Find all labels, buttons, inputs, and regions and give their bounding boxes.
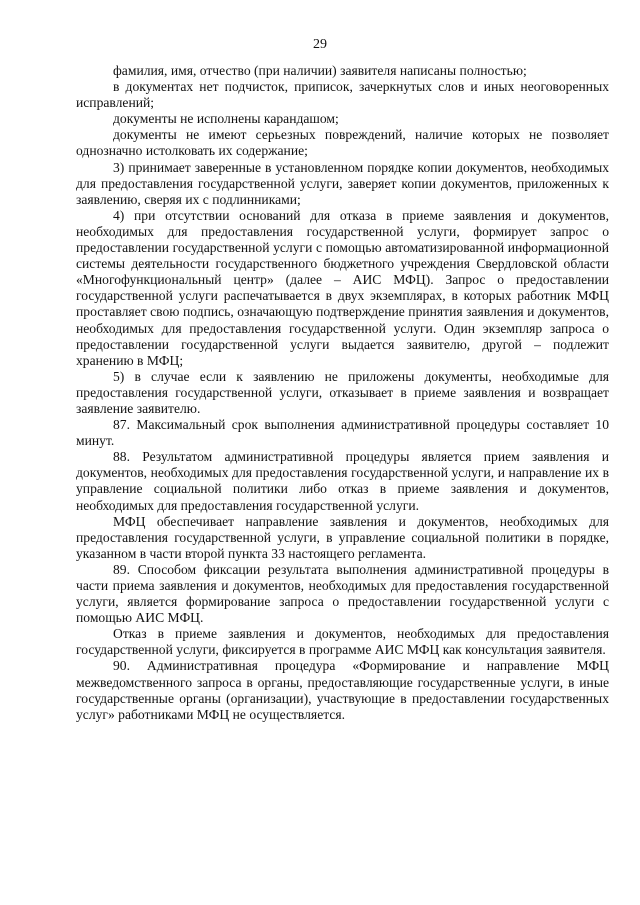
paragraph-refusal: Отказ в приеме заявления и документов, необходимых для предоставления государственной услуги, фиксируется в программе АИС МФЦ как консультация заявителя. xyxy=(76,626,609,658)
paragraph-88: 88. Результатом административной процедуры является прием заявления и документов, необходимых для предоставления государственной услуги, и направление их в управление социальной политики либо отказ в приеме заявления и документов, необходимых для предоставления государственной услуги. xyxy=(76,449,609,513)
paragraph-item-5: 5) в случае если к заявлению не приложены документы, необходимые для предоставления государственной услуги, отказывает в приеме заявления и возвращает заявление заявителю. xyxy=(76,368,609,416)
paragraph-item-4: 4) при отсутствии оснований для отказа в приеме заявления и документов, необходимых для предоставления государственной услуги, формирует запрос о предоставлении государственной услуги с помощью автоматизированной информационной системы деятельности государственного бюджетного учреждения Свердловской области «Многофункциональный центр» (далее – АИС МФЦ). Запрос о предоставлении государственной услуги распечатывается в двух экземплярах, в которых работник МФЦ проставляет свою подпись, означающую подтверждение принятия заявления и документов, необходимых для предоставления государственной услуги. Один экземпляр запроса о предоставлении государственной услуги выдается заявителю, другой – подлежит хранению в МФЦ; xyxy=(76,207,609,368)
paragraph-90: 90. Административная процедура «Формирование и направление МФЦ межведомственного запроса в органы, предоставляющие государственные услуги, в иные государственные органы (организации), участвующие в предоставлении государственных услуг» работниками МФЦ не осуществляется. xyxy=(76,658,609,722)
paragraph-no-pencil: документы не исполнены карандашом; xyxy=(113,111,339,127)
paragraph-no-corrections: в документах нет подчисток, приписок, зачеркнутых слов и иных неоговоренных исправлений; xyxy=(76,79,609,111)
paragraph-89: 89. Способом фиксации результата выполнения административной процедуры в части приема заявления и документов, необходимых для предоставления государственной услуги, является формирование запроса о предоставлении государственной услуги с помощью АИС МФЦ. xyxy=(76,561,609,626)
paragraph-no-damage: документы не имеют серьезных повреждений, наличие которых не позволяет однозначно истолковать их содержание; xyxy=(76,127,609,159)
document-body xyxy=(76,63,609,723)
paragraph-87: 87. Максимальный срок выполнения административной процедуры составляет 10 минут. xyxy=(76,417,609,449)
paragraph-item-3: 3) принимает заверенные в установленном порядке копии документов, необходимых для предоставления государственной услуги, заверяет копии документов, приложенных к заявлению, сверяя их с подлинниками; xyxy=(76,159,609,207)
paragraph-mfc-delivery: МФЦ обеспечивает направление заявления и документов, необходимых для предоставления государственной услуги, в управление социальной политики в порядке, указанном в части второй пункта 33 настоящего регламента. xyxy=(76,513,609,561)
page-number: 29 xyxy=(313,37,327,52)
paragraph-applicant-name: фамилия, имя, отчество (при наличии) заявителя написаны полностью; xyxy=(113,63,527,78)
